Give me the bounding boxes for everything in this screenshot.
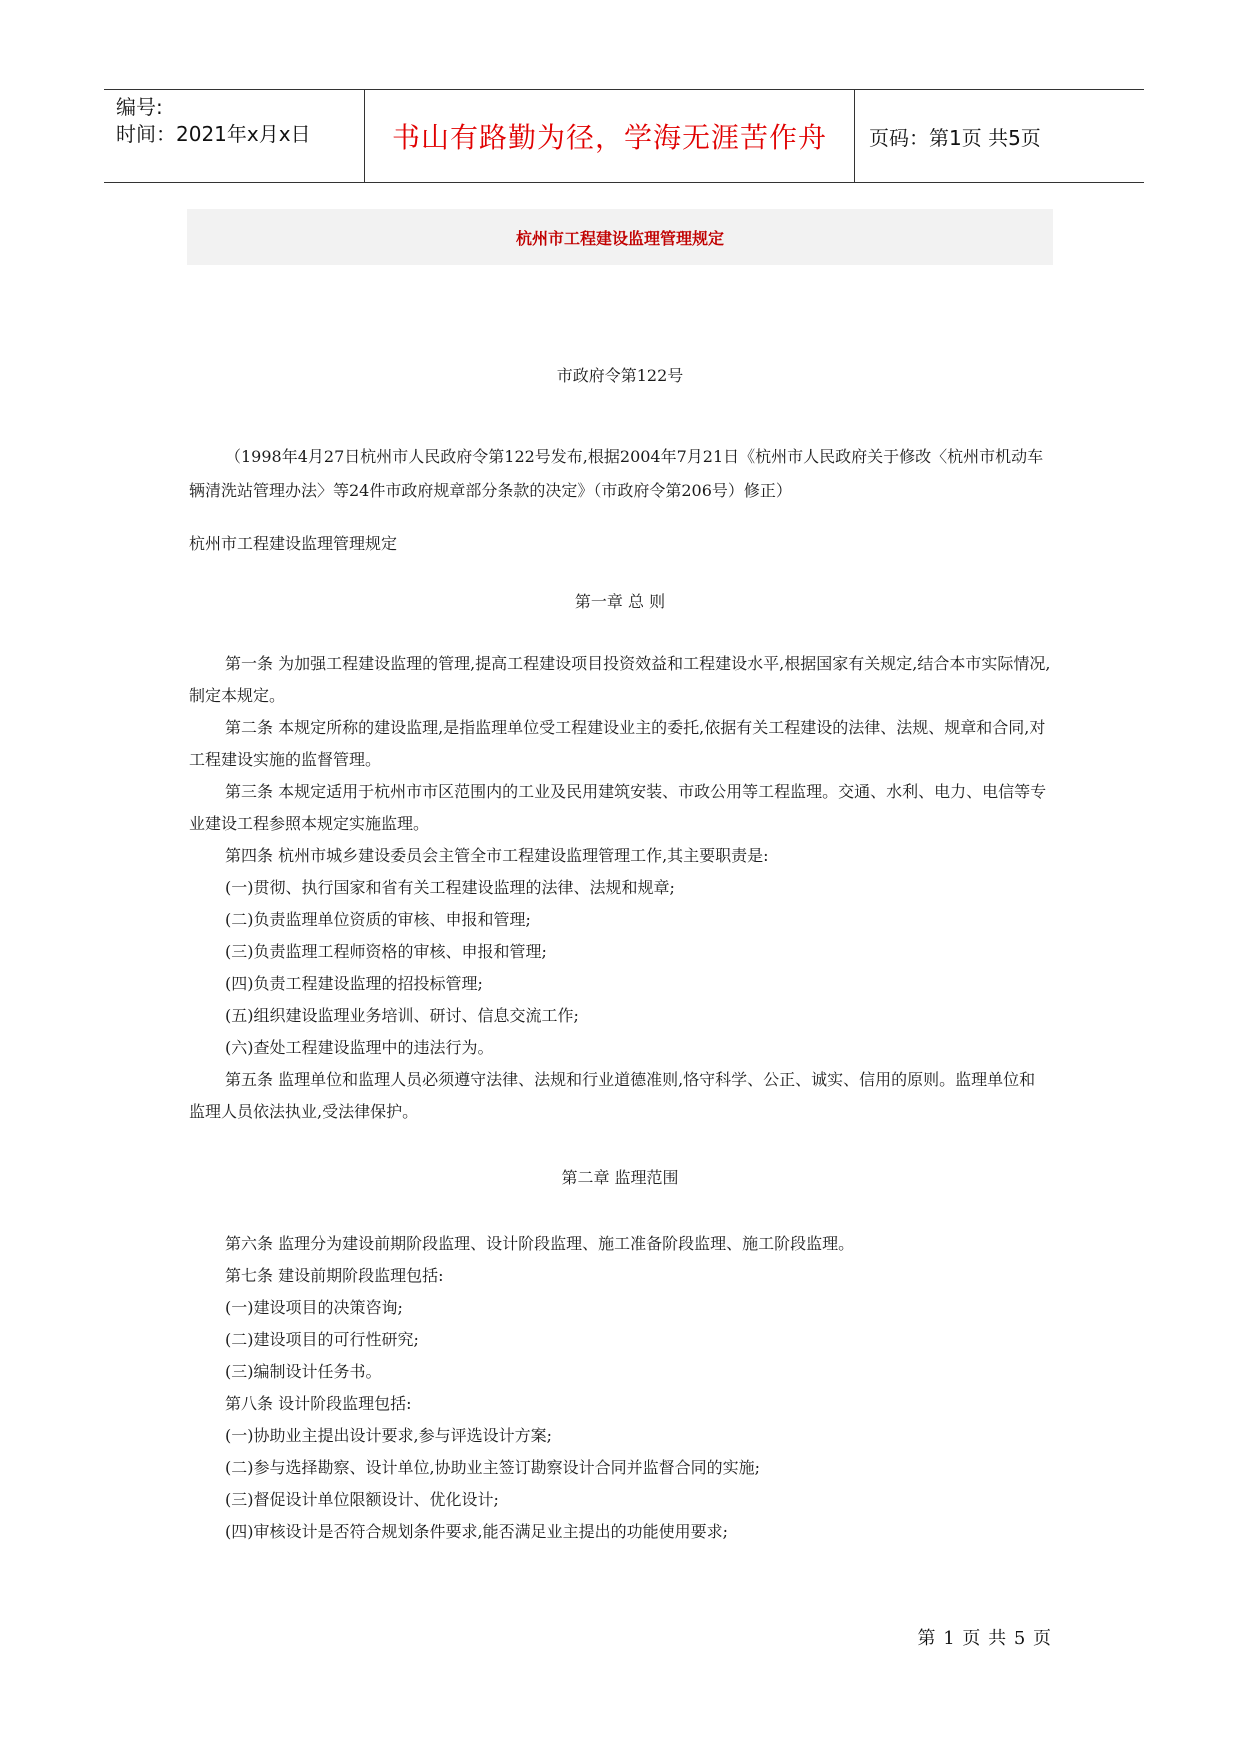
decree-number: 市政府令第122号 [556, 366, 684, 385]
chapter1-heading: 第一章 总 则 [574, 592, 666, 611]
list-item: (四)审核设计是否符合规划条件要求,能否满足业主提出的功能使用要求; [225, 1522, 728, 1541]
article-line: 第五条 监理单位和监理人员必须遵守法律、法规和行业道德准则,恪守科学、公正、诚实、信用的原则。监理单位和监理人员依法执业,受法律保护。 [189, 1070, 1036, 1121]
list-item: (一)建设项目的决策咨询; [225, 1298, 403, 1317]
list-item: (四)负责工程建设监理的招投标管理; [225, 974, 483, 993]
document-header [104, 89, 1144, 183]
article-line: 第四条 杭州市城乡建设委员会主管全市工程建设监理管理工作,其主要职责是: [225, 846, 769, 865]
list-item: (三)负责监理工程师资格的审核、申报和管理; [225, 942, 547, 961]
preamble: （1998年4月27日杭州市人民政府令第122号发布,根据2004年7月21日《杭州市人民政府关于修改〈杭州市机动车辆清洗站管理办法〉等24件市政府规章部分条款的决定》（市政府令第206号）修正） [189, 447, 1044, 500]
document-body [189, 360, 1051, 1548]
list-item: (一)贯彻、执行国家和省有关工程建设监理的法律、法规和规章; [225, 878, 675, 897]
list-item: (六)查处工程建设监理中的违法行为。 [225, 1038, 494, 1057]
article-line: 第三条 本规定适用于杭州市市区范围内的工业及民用建筑安装、市政公用等工程监理。交通、水利、电力、电信等专业建设工程参照本规定实施监理。 [189, 782, 1047, 833]
header-slogan: 书山有路勤为径，学海无涯苦作舟 [365, 90, 855, 182]
article-line: 第八条 设计阶段监理包括: [225, 1394, 412, 1413]
time-label: 时间：2021年x月x日 [116, 122, 311, 146]
header-page-label: 页码：第1页 共5页 [869, 125, 1041, 150]
article-line: 第七条 建设前期阶段监理包括: [225, 1266, 444, 1285]
document-title: 杭州市工程建设监理管理规定 [187, 209, 1053, 265]
article-line: 第二条 本规定所称的建设监理,是指监理单位受工程建设业主的委托,依据有关工程建设的法律、法规、规章和合同,对工程建设实施的监督管理。 [189, 718, 1046, 769]
list-item: (三)编制设计任务书。 [225, 1362, 382, 1381]
subtitle: 杭州市工程建设监理管理规定 [189, 534, 398, 553]
article-line: 第一条 为加强工程建设监理的管理,提高工程建设项目投资效益和工程建设水平,根据国家有关规定,结合本市实际情况,制定本规定。 [189, 654, 1051, 705]
page-footer: 第 1 页 共 5 页 [917, 1628, 1052, 1649]
list-item: (二)参与选择勘察、设计单位,协助业主签订勘察设计合同并监督合同的实施; [225, 1458, 760, 1477]
list-item: (二)建设项目的可行性研究; [225, 1330, 419, 1349]
list-item: (三)督促设计单位限额设计、优化设计; [225, 1490, 499, 1509]
list-item: (一)协助业主提出设计要求,参与评选设计方案; [225, 1426, 552, 1445]
header-meta [104, 90, 365, 182]
chapter2-heading: 第二章 监理范围 [561, 1168, 679, 1187]
article-line: 第六条 监理分为建设前期阶段监理、设计阶段监理、施工准备阶段监理、施工阶段监理。 [225, 1234, 855, 1253]
number-label: 编号: [116, 95, 163, 119]
list-item: (二)负责监理单位资质的审核、申报和管理; [225, 910, 531, 929]
list-item: (五)组织建设监理业务培训、研讨、信息交流工作; [225, 1006, 579, 1025]
